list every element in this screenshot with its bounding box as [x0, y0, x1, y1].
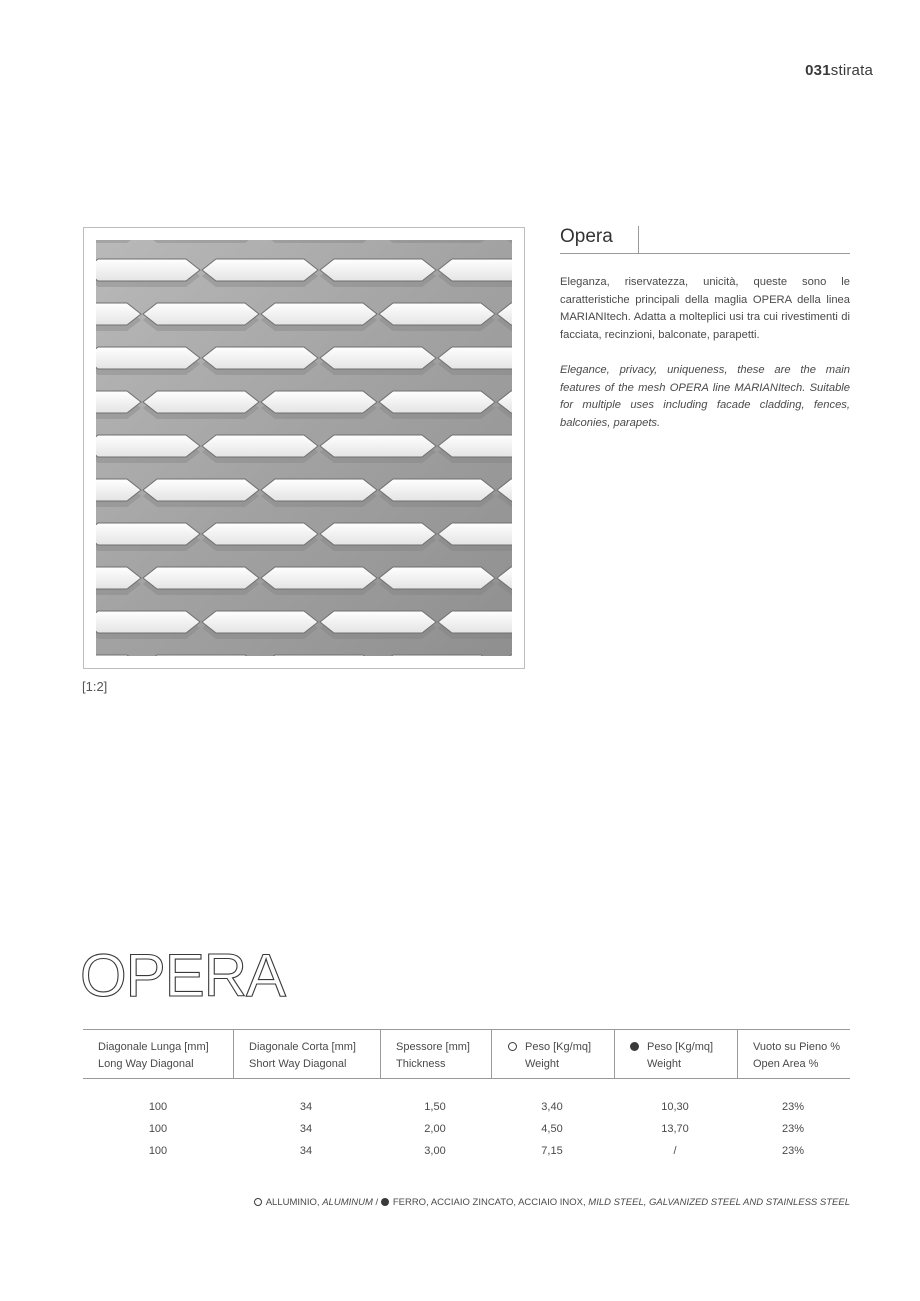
description-english: Elegance, privacy, uniqueness, these are the main features of the mesh OPERA line MARIANItech. Suitable for multiple uses including facade cladding, fences, balconies, parapets. — [560, 364, 850, 429]
header-long-diagonal-it: Diagonale Lunga [mm] — [98, 1041, 209, 1053]
cell-thickness: 2,00 — [424, 1123, 446, 1135]
cell-weight-steel: / — [673, 1145, 677, 1157]
cell-short-diagonal: 34 — [299, 1123, 313, 1135]
header-thickness-it: Spessore [mm] — [396, 1041, 470, 1053]
product-title: Opera — [560, 226, 613, 247]
cell-short-diagonal: 34 — [299, 1101, 313, 1113]
header-weight-aluminum-en: Weight — [525, 1058, 560, 1070]
open-circle-icon — [508, 1042, 517, 1051]
spec-table-header — [83, 1029, 850, 1079]
legend-separator: / — [372, 1197, 381, 1208]
cell-thickness: 3,00 — [424, 1145, 446, 1157]
cell-short-diagonal: 34 — [299, 1145, 313, 1157]
header-weight-steel-en: Weight — [647, 1058, 682, 1070]
legend-aluminum-en: ALUMINUM — [322, 1197, 373, 1208]
header-thickness-en: Thickness — [396, 1058, 446, 1070]
filled-circle-icon — [381, 1198, 389, 1206]
table-row — [83, 1121, 850, 1143]
header-short-diagonal-en: Short Way Diagonal — [249, 1058, 347, 1070]
header-weight-aluminum-it: Peso [Kg/mq] — [525, 1041, 592, 1053]
legend-steel-en: MILD STEEL, GALVANIZED STEEL AND STAINLESS STEEL — [588, 1197, 850, 1208]
table-row — [83, 1099, 850, 1121]
legend-steel-it: FERRO, ACCIAIO ZINCATO, ACCIAIO INOX, — [392, 1197, 589, 1208]
spec-table — [83, 1029, 850, 1165]
cell-weight-aluminum: 3,40 — [541, 1101, 563, 1113]
cell-long-diagonal: 100 — [148, 1101, 168, 1113]
header-open-area — [737, 1030, 850, 1078]
cell-long-diagonal: 100 — [148, 1145, 168, 1157]
cell-weight-aluminum: 7,15 — [541, 1145, 563, 1157]
spec-table-body — [83, 1099, 850, 1165]
cell-weight-steel: 10,30 — [661, 1101, 689, 1113]
header-short-diagonal — [233, 1030, 380, 1078]
filled-circle-icon — [630, 1042, 639, 1051]
section-name: stirata — [830, 62, 873, 79]
cell-open-area: 23% — [781, 1145, 805, 1157]
header-short-diagonal-it: Diagonale Corta [mm] — [249, 1041, 356, 1053]
material-legend — [254, 1197, 850, 1208]
cell-weight-steel: 13,70 — [661, 1123, 689, 1135]
header-open-area-en: Open Area % — [753, 1058, 819, 1070]
header-weight-steel — [614, 1030, 737, 1078]
cell-open-area: 23% — [781, 1123, 805, 1135]
header-weight-steel-it: Peso [Kg/mq] — [647, 1041, 714, 1053]
header-long-diagonal-en: Long Way Diagonal — [98, 1058, 194, 1070]
header-thickness — [380, 1030, 491, 1078]
legend-aluminum-it: ALLUMINIO, — [265, 1197, 323, 1208]
open-circle-icon — [254, 1198, 262, 1206]
product-title-block — [560, 224, 850, 254]
cell-open-area: 23% — [781, 1101, 805, 1113]
header-weight-aluminum — [491, 1030, 614, 1078]
cell-weight-aluminum: 4,50 — [541, 1123, 563, 1135]
header-open-area-it: Vuoto su Pieno % — [753, 1041, 841, 1053]
description-italian: Eleganza, riservatezza, unicità, queste sono le caratteristiche principali della maglia OPERA della linea MARIANItech. Adatta a molteplici usi tra cui rivestimenti di facciata, recinzioni, balconate, parapetti. — [560, 276, 850, 341]
title-divider — [638, 226, 639, 253]
expanded-mesh-image — [96, 240, 512, 656]
header-long-diagonal — [98, 1030, 233, 1078]
table-row — [83, 1143, 850, 1165]
product-image-frame — [83, 227, 525, 669]
cell-thickness: 1,50 — [424, 1101, 446, 1113]
cell-long-diagonal: 100 — [148, 1123, 168, 1135]
page-number — [805, 62, 873, 79]
product-big-title: OPERA — [80, 942, 286, 1009]
scale-label: [1:2] — [82, 679, 108, 694]
page-number-value: 031 — [805, 62, 831, 79]
